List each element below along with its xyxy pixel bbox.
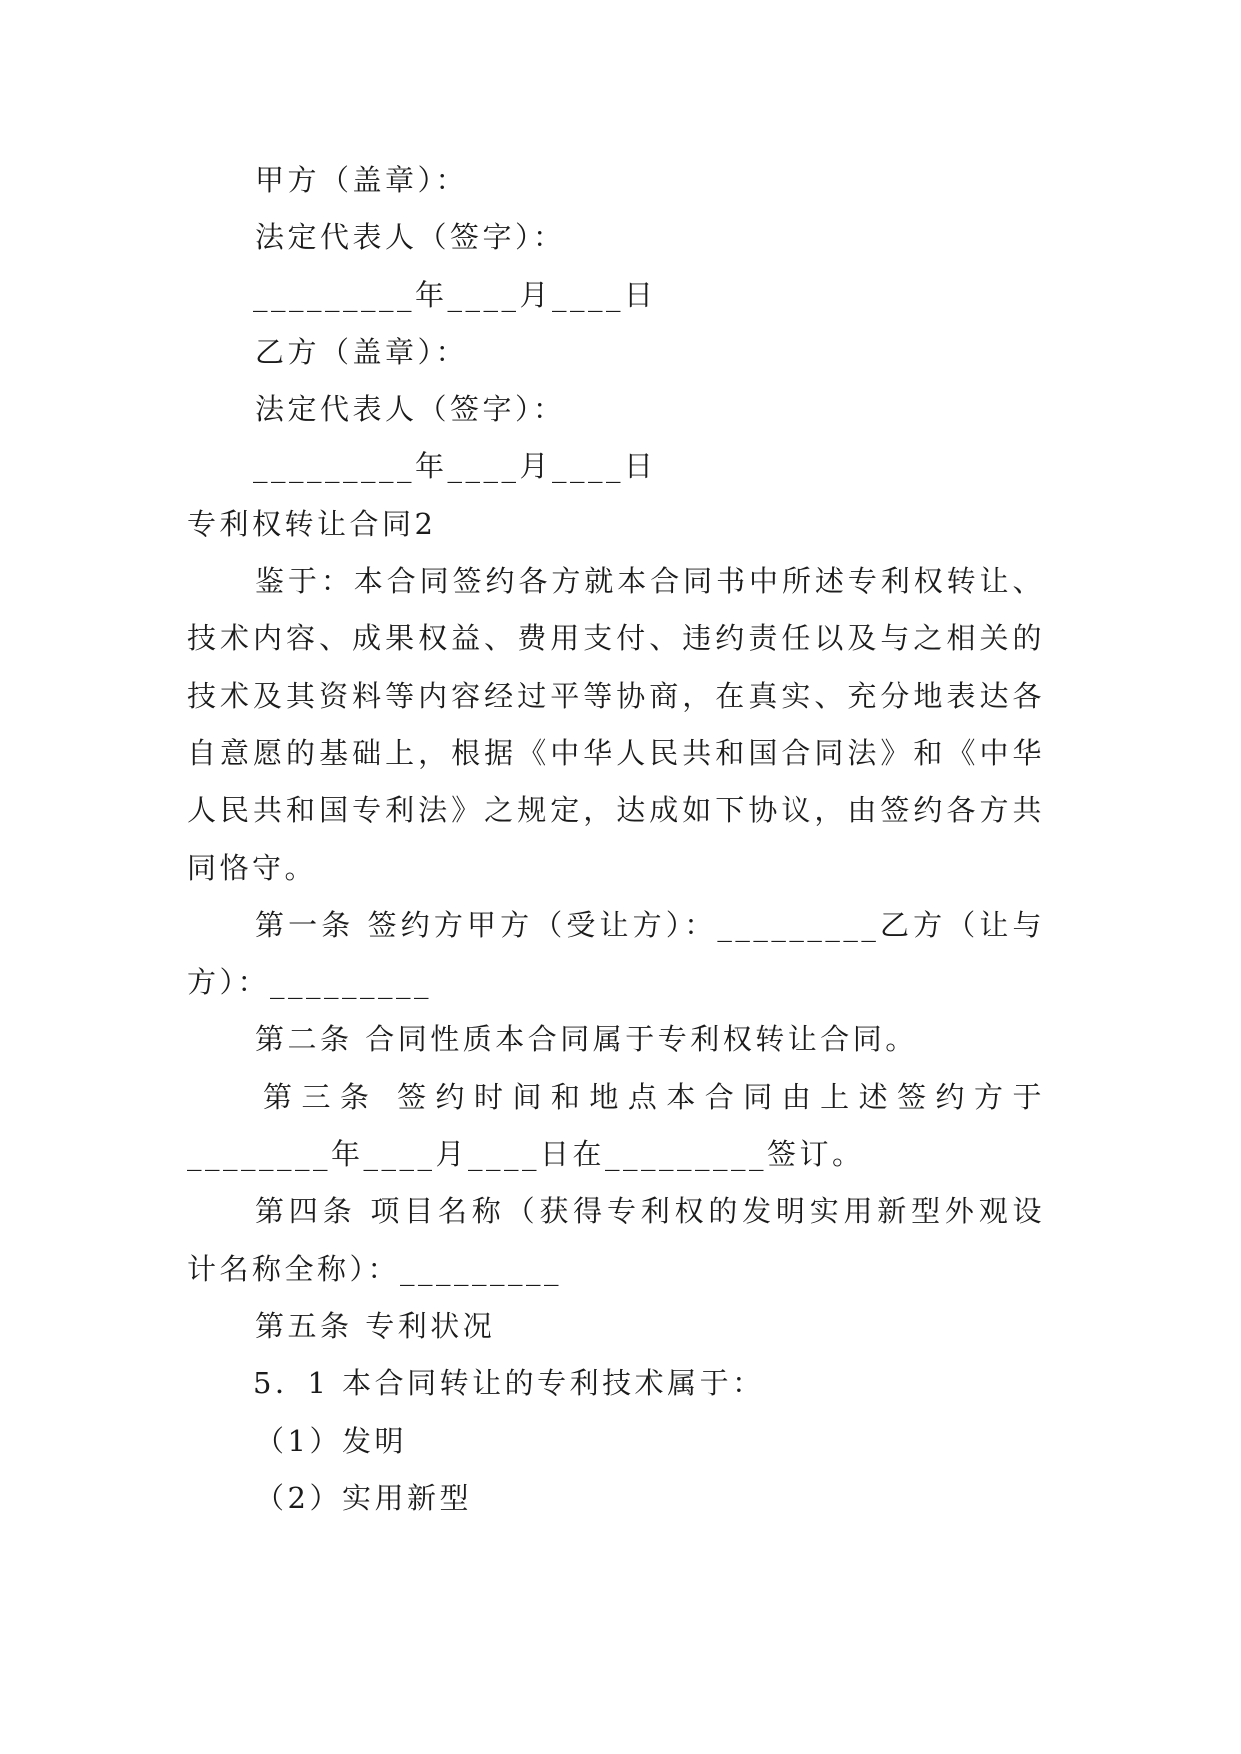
article-2 [187,1011,1045,1068]
option-utility-model: （2）实用新型 [255,1480,472,1515]
article-4-line: 第四条 项目名称（获得专利权的发明实用新型外观设 [255,1194,1045,1229]
party-a-date-line: _________年____月____日 [253,277,657,312]
article-1-line: 第一条 签约方甲方（受让方）：_________乙方（让与 [255,907,1045,942]
clause-5-1: 5．1 本合同转让的专利技术属于： [253,1366,765,1401]
party-b-representative-label: 法定代表人（签字）： [255,392,566,427]
article-3-line: 第三条 签约时间和地点本合同由上述签约方于 [263,1079,1045,1114]
party-a-seal-label: 甲方（盖章）： [255,163,469,197]
contract-title: 专利权转让合同2 [187,506,437,541]
article-5-heading: 第五条 专利状况 [255,1308,496,1343]
article-1 [187,897,1045,1012]
party-b-date-line: _________年____月____日 [253,449,657,484]
article-2-line: 第二条 合同性质本合同属于专利权转让合同。 [255,1022,918,1057]
signature-block-party-a [187,152,1045,324]
article-4-line: 计名称全称）：_________ [187,1251,563,1286]
article-3 [187,1069,1045,1184]
party-a-representative-label: 法定代表人（签字）： [255,220,566,255]
article-3-line: ________年____月____日在_________签订。 [187,1137,865,1172]
article-1-line: 方）：_________ [187,965,433,1000]
recital-line: 同恪守。 [187,850,318,885]
document-body [187,152,1045,1527]
article-5 [187,1298,1045,1527]
recital-paragraph [187,553,1045,897]
signature-block-party-b [187,324,1045,496]
party-b-seal-label: 乙方（盖章）： [255,334,469,369]
article-4 [187,1183,1045,1298]
recital-line: 技术内容、成果权益、费用支付、违约责任以及与之相关的 [187,621,1045,656]
recital-line: 人民共和国专利法》之规定，达成如下协议，由签约各方共 [187,793,1045,828]
option-invention: （1）发明 [255,1423,407,1458]
recital-line: 技术及其资料等内容经过平等协商，在真实、充分地表达各 [187,678,1045,713]
recital-line: 鉴于：本合同签约各方就本合同书中所述专利权转让、 [255,564,1045,599]
recital-line: 自意愿的基础上，根据《中华人民共和国合同法》和《中华 [187,735,1045,770]
